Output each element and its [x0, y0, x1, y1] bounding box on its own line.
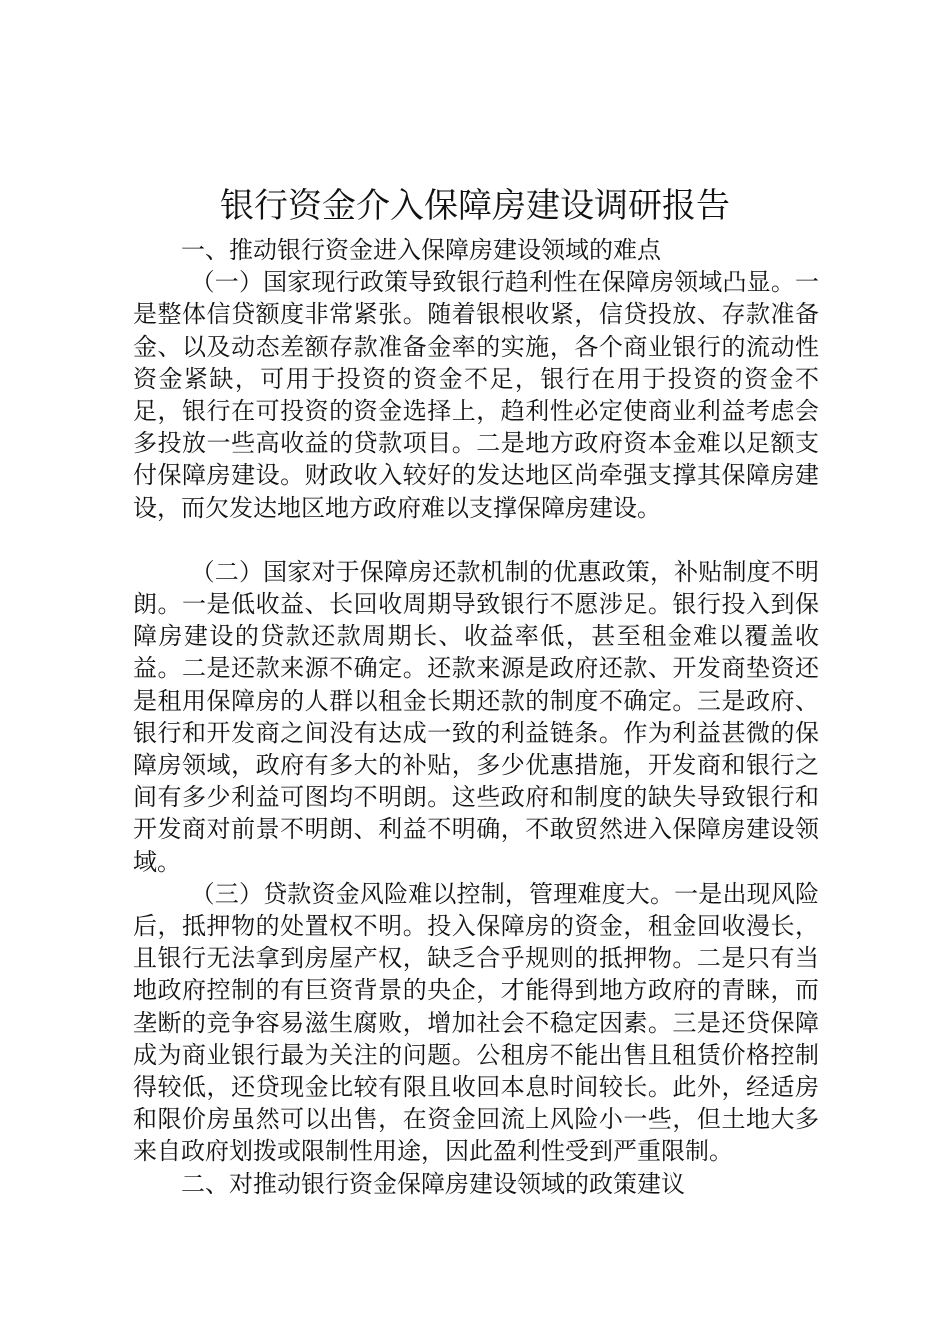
paragraph-1: （一）国家现行政策导致银行趋利性在保障房领域凸显。一是整体信贷额度非常紧张。随着银根收紧，信贷投放、存款准备金、以及动态差额存款准备金率的实施，各个商业银行的流动性资金紧缺，可用于投资的资金不足，银行在用于投资的资金不足，银行在可投资的资金选择上，趋利性必定使商业利益考虑会多投放一些高收益的贷款项目。二是地方政府资本金难以足额支付保障房建设。财政收入较好的发达地区尚牵强支撑其保障房建设，而欠发达地区地方政府难以支撑保障房建设。 — [133, 268, 819, 522]
section-heading-2: 二、对推动银行资金保障房建设领域的政策建议 — [181, 1169, 685, 1198]
section-heading-1: 一、推动银行资金进入保障房建设领域的难点 — [181, 236, 661, 264]
paragraph-2: （二）国家对于保障房还款机制的优惠政策，补贴制度不明朗。一是低收益、长回收周期导致银行不愿涉足。银行投入到保障房建设的贷款还款周期长、收益率低，甚至租金难以覆盖收益。二是还款来源不确定。还款来源是政府还款、开发商垫资还是租用保障房的人群以租金长期还款的制度不确定。三是政府、银行和开发商之间没有达成一致的利益链条。作为利益甚微的保障房领域，政府有多大的补贴，多少优惠措施，开发商和银行之间有多少利益可图均不明朗。这些政府和制度的缺失导致银行和开发商对前景不明朗、利益不明确，不敢贸然进入保障房建设领域。 — [133, 557, 819, 876]
paragraph-3: （三）贷款资金风险难以控制，管理难度大。一是出现风险后，抵押物的处置权不明。投入保障房的资金，租金回收漫长，且银行无法拿到房屋产权，缺乏合乎规则的抵押物。二是只有当地政府控制的有巨资背景的央企，才能得到地方政府的青睐，而垄断的竞争容易滋生腐败，增加社会不稳定因素。三是还贷保障成为商业银行最为关注的问题。公租房不能出售且租赁价格控制得较低，还贷现金比较有限且收回本息时间较长。此外，经适房和限价房虽然可以出售，在资金回流上风险小一些，但土地大多来自政府划拨或限制性用途，因此盈利性受到严重限制。 — [133, 879, 819, 1166]
document-body — [133, 234, 819, 1200]
paragraph-gap — [133, 524, 819, 556]
document-title: 银行资金介入保障房建设调研报告 — [220, 186, 730, 226]
